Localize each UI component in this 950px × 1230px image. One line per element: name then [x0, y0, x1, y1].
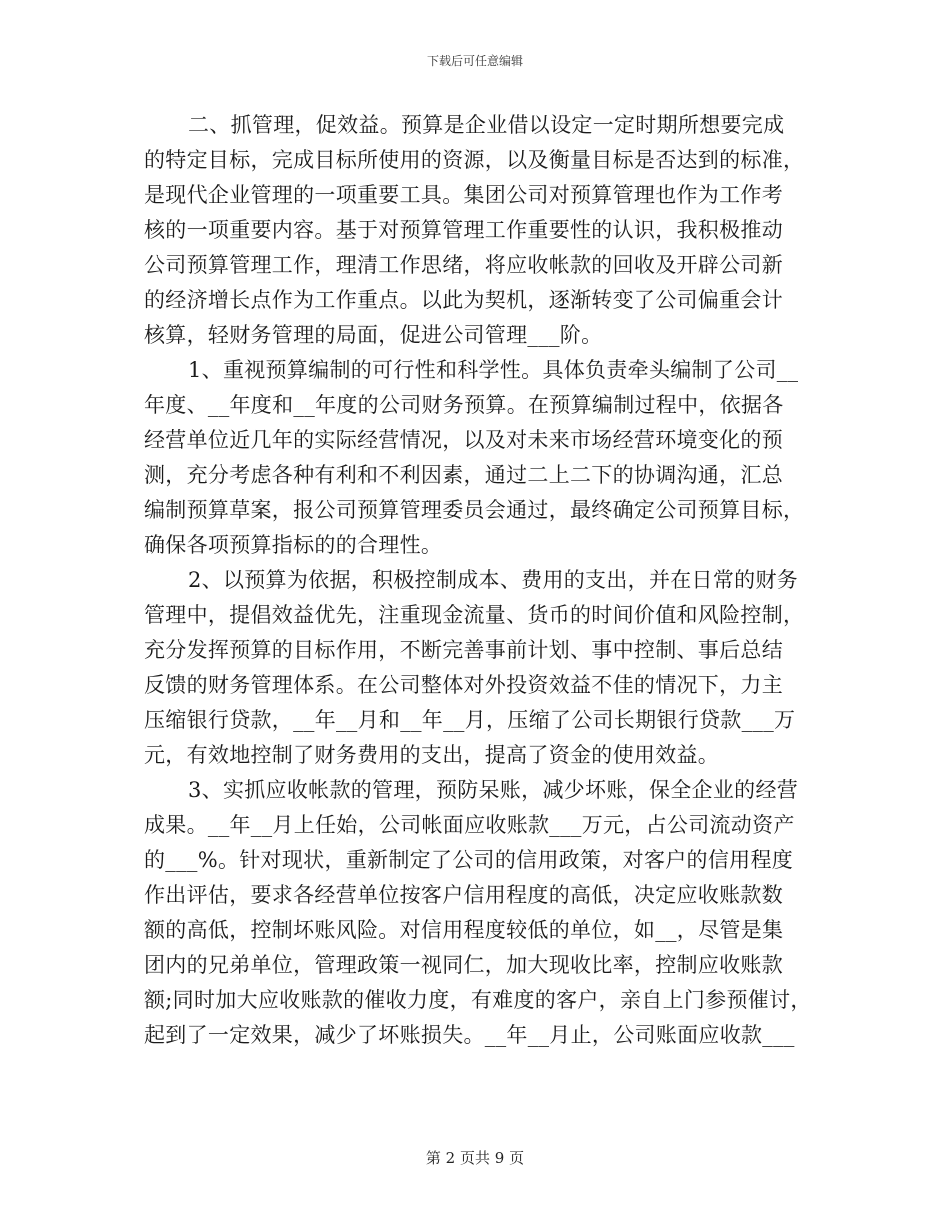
paragraph-line: 核算，轻财务管理的局面，促进公司管理___阶。: [144, 323, 603, 347]
paragraph-line: 团内的兄弟单位，管理政策一视同仁，加大现收比率，控制应收账款: [144, 953, 783, 977]
paragraph-line: 是现代企业管理的一项重要工具。集团公司对预算管理也作为工作考: [144, 183, 783, 207]
paragraph-line: 年度、__年度和__年度的公司财务预算。在预算编制过程中，依据各: [144, 393, 784, 417]
paragraph-cost-control: [144, 563, 812, 773]
paragraph-line: 额;同时加大应收账款的催收力度，有难度的客户，亲自上门参预催讨，: [144, 988, 812, 1012]
paragraph-line: 1、重视预算编制的可行性和科学性。具体负责牵头编制了公司__: [188, 358, 799, 382]
paragraph-line: 核的一项重要内容。基于对预算管理工作重要性的认识，我积极推动: [144, 218, 783, 242]
paragraph-line: 确保各项预算指标的的合理性。: [144, 533, 443, 557]
paragraph-line: 的特定目标，完成目标所使用的资源，以及衡量目标是否达到的标准，: [144, 148, 805, 172]
paragraph-line: 二、抓管理，促效益。预算是企业借以设定一定时期所想要完成: [188, 113, 785, 137]
paragraph-line: 2、以预算为依据，积极控制成本、费用的支出，并在日常的财务: [188, 568, 799, 592]
paragraph-line: 反馈的财务管理体系。在公司整体对外投资效益不佳的情况下，力主: [144, 673, 783, 697]
document-body: [144, 108, 812, 1053]
paragraph-line: 起到了一定效果，减少了坏账损失。__年__月止，公司账面应收款___: [144, 1023, 795, 1047]
paragraph-line: 元，有效地控制了财务费用的支出，提高了资金的使用效益。: [144, 743, 720, 767]
paragraph-receivables: [144, 773, 812, 1053]
paragraph-line: 作出评估，要求各经营单位按客户信用程度的高低，决定应收账款数: [144, 883, 783, 907]
paragraph-line: 的经济增长点作为工作重点。以此为契机，逐渐转变了公司偏重会计: [144, 288, 783, 312]
paragraph-budget-feasibility: [144, 353, 812, 563]
page-header-note: 下载后可任意编辑: [426, 54, 523, 68]
paragraph-line: 经营单位近几年的实际经营情况，以及对未来市场经营环境变化的预: [144, 428, 783, 452]
paragraph-line: 公司预算管理工作，理清工作思绪，将应收帐款的回收及开辟公司新: [144, 253, 783, 277]
paragraph-line: 充分发挥预算的目标作用，不断完善事前计划、事中控制、事后总结: [144, 638, 783, 662]
paragraph-line: 编制预算草案，报公司预算管理委员会通过，最终确定公司预算目标，: [144, 498, 805, 522]
paragraph-management: [144, 108, 812, 353]
paragraph-line: 3、实抓应收帐款的管理，预防呆账，减少坏账，保全企业的经营: [188, 778, 799, 802]
paragraph-line: 测，充分考虑各种有利和不利因素，通过二上二下的协调沟通，汇总: [144, 463, 783, 487]
paragraph-line: 压缩银行贷款，__年__月和__年__月，压缩了公司长期银行贷款___万: [144, 708, 796, 732]
paragraph-line: 额的高低，控制坏账风险。对信用程度较低的单位，如__，尽管是集: [144, 918, 784, 942]
paragraph-line: 的___%。针对现状，重新制定了公司的信用政策，对客户的信用程度: [144, 848, 794, 872]
paragraph-line: 管理中，提倡效益优先，注重现金流量、货币的时间价值和风险控制，: [144, 603, 805, 627]
paragraph-line: 成果。__年__月上任始，公司帐面应收账款___万元，占公司流动资产: [144, 813, 795, 837]
page-number-footer: 第 2 页共 9 页: [425, 1149, 525, 1167]
